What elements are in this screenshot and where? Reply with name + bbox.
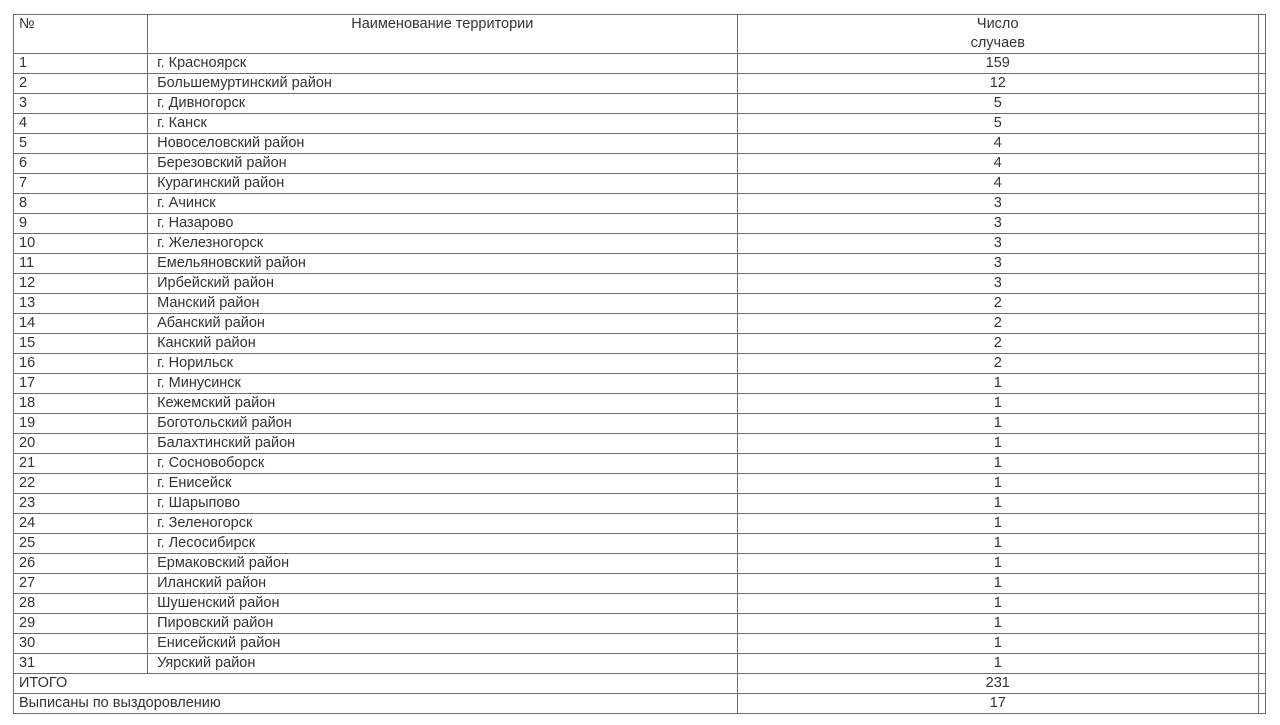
row-territory-name: Емельяновский район bbox=[148, 254, 737, 274]
row-number: 1 bbox=[14, 54, 148, 74]
row-empty-cell bbox=[1258, 394, 1265, 414]
row-territory-name: г. Сосновоборск bbox=[148, 454, 737, 474]
table-row bbox=[14, 154, 1266, 174]
row-empty-cell bbox=[1258, 514, 1265, 534]
row-number: 16 bbox=[14, 354, 148, 374]
row-empty-cell bbox=[1258, 194, 1265, 214]
row-empty-cell bbox=[1258, 54, 1265, 74]
row-number: 30 bbox=[14, 634, 148, 654]
row-territory-name: г. Шарыпово bbox=[148, 494, 737, 514]
row-case-count: 2 bbox=[737, 314, 1258, 334]
row-number: 7 bbox=[14, 174, 148, 194]
row-case-count: 1 bbox=[737, 474, 1258, 494]
table-row bbox=[14, 134, 1266, 154]
row-number: 26 bbox=[14, 554, 148, 574]
row-territory-name: Иланский район bbox=[148, 574, 737, 594]
row-case-count: 5 bbox=[737, 114, 1258, 134]
table-row bbox=[14, 634, 1266, 654]
row-territory-name: г. Канск bbox=[148, 114, 737, 134]
total-row-empty-cell bbox=[1258, 674, 1265, 694]
row-case-count: 3 bbox=[737, 214, 1258, 234]
cases-by-territory-table bbox=[13, 14, 1266, 714]
row-territory-name: Боготольский район bbox=[148, 414, 737, 434]
row-case-count: 1 bbox=[737, 534, 1258, 554]
row-empty-cell bbox=[1258, 214, 1265, 234]
total-row-label: ИТОГО bbox=[14, 674, 738, 694]
row-empty-cell bbox=[1258, 454, 1265, 474]
row-case-count: 1 bbox=[737, 574, 1258, 594]
row-territory-name: г. Минусинск bbox=[148, 374, 737, 394]
total-row-count: 231 bbox=[737, 674, 1258, 694]
row-number: 5 bbox=[14, 134, 148, 154]
row-empty-cell bbox=[1258, 574, 1265, 594]
table-row bbox=[14, 334, 1266, 354]
row-empty-cell bbox=[1258, 314, 1265, 334]
row-case-count: 3 bbox=[737, 194, 1258, 214]
table-row bbox=[14, 554, 1266, 574]
row-number: 21 bbox=[14, 454, 148, 474]
table-row bbox=[14, 454, 1266, 474]
row-number: 25 bbox=[14, 534, 148, 554]
row-territory-name: Уярский район bbox=[148, 654, 737, 674]
row-case-count: 1 bbox=[737, 614, 1258, 634]
row-number: 11 bbox=[14, 254, 148, 274]
row-number: 4 bbox=[14, 114, 148, 134]
table-row bbox=[14, 494, 1266, 514]
row-number: 15 bbox=[14, 334, 148, 354]
row-territory-name: Енисейский район bbox=[148, 634, 737, 654]
row-case-count: 159 bbox=[737, 54, 1258, 74]
table-row bbox=[14, 414, 1266, 434]
row-number: 2 bbox=[14, 74, 148, 94]
row-case-count: 1 bbox=[737, 454, 1258, 474]
row-empty-cell bbox=[1258, 554, 1265, 574]
row-empty-cell bbox=[1258, 374, 1265, 394]
table-row bbox=[14, 234, 1266, 254]
row-case-count: 1 bbox=[737, 414, 1258, 434]
row-case-count: 2 bbox=[737, 334, 1258, 354]
recovered-row-empty-cell bbox=[1258, 694, 1265, 714]
table-row bbox=[14, 574, 1266, 594]
table-row bbox=[14, 254, 1266, 274]
row-territory-name: Новоселовский район bbox=[148, 134, 737, 154]
recovered-row-count: 17 bbox=[737, 694, 1258, 714]
row-case-count: 12 bbox=[737, 74, 1258, 94]
row-empty-cell bbox=[1258, 634, 1265, 654]
row-empty-cell bbox=[1258, 414, 1265, 434]
row-number: 20 bbox=[14, 434, 148, 454]
table-row bbox=[14, 294, 1266, 314]
row-territory-name: г. Дивногорск bbox=[148, 94, 737, 114]
row-territory-name: Ермаковский район bbox=[148, 554, 737, 574]
row-territory-name: Кежемский район bbox=[148, 394, 737, 414]
row-case-count: 1 bbox=[737, 554, 1258, 574]
header-case-count-line2: случаев bbox=[970, 35, 1025, 51]
row-territory-name: Балахтинский район bbox=[148, 434, 737, 454]
row-case-count: 4 bbox=[737, 134, 1258, 154]
row-number: 31 bbox=[14, 654, 148, 674]
row-empty-cell bbox=[1258, 154, 1265, 174]
recovered-row-label: Выписаны по выздоровлению bbox=[14, 694, 738, 714]
row-territory-name: г. Норильск bbox=[148, 354, 737, 374]
row-territory-name: Шушенский район bbox=[148, 594, 737, 614]
table-body bbox=[14, 15, 1266, 714]
table-row bbox=[14, 514, 1266, 534]
row-empty-cell bbox=[1258, 254, 1265, 274]
table-row bbox=[14, 354, 1266, 374]
row-number: 12 bbox=[14, 274, 148, 294]
row-territory-name: г. Зеленогорск bbox=[148, 514, 737, 534]
row-empty-cell bbox=[1258, 94, 1265, 114]
row-territory-name: Большемуртинский район bbox=[148, 74, 737, 94]
row-territory-name: Абанский район bbox=[148, 314, 737, 334]
row-case-count: 5 bbox=[737, 94, 1258, 114]
row-empty-cell bbox=[1258, 174, 1265, 194]
row-territory-name: г. Ачинск bbox=[148, 194, 737, 214]
table-row bbox=[14, 54, 1266, 74]
row-empty-cell bbox=[1258, 74, 1265, 94]
row-case-count: 1 bbox=[737, 394, 1258, 414]
row-territory-name: Манский район bbox=[148, 294, 737, 314]
row-number: 17 bbox=[14, 374, 148, 394]
row-territory-name: Курагинский район bbox=[148, 174, 737, 194]
table-row bbox=[14, 174, 1266, 194]
row-empty-cell bbox=[1258, 534, 1265, 554]
row-territory-name: г. Красноярск bbox=[148, 54, 737, 74]
row-empty-cell bbox=[1258, 434, 1265, 454]
table-row bbox=[14, 374, 1266, 394]
row-case-count: 2 bbox=[737, 294, 1258, 314]
row-case-count: 1 bbox=[737, 374, 1258, 394]
row-territory-name: Березовский район bbox=[148, 154, 737, 174]
row-territory-name: Канский район bbox=[148, 334, 737, 354]
table-row bbox=[14, 434, 1266, 454]
row-case-count: 3 bbox=[737, 254, 1258, 274]
table-row bbox=[14, 474, 1266, 494]
row-case-count: 4 bbox=[737, 154, 1258, 174]
row-territory-name: Ирбейский район bbox=[148, 274, 737, 294]
row-case-count: 2 bbox=[737, 354, 1258, 374]
table-row bbox=[14, 74, 1266, 94]
row-empty-cell bbox=[1258, 294, 1265, 314]
table-row bbox=[14, 214, 1266, 234]
table-row bbox=[14, 314, 1266, 334]
row-case-count: 1 bbox=[737, 514, 1258, 534]
table-row bbox=[14, 654, 1266, 674]
row-empty-cell bbox=[1258, 134, 1265, 154]
row-number: 29 bbox=[14, 614, 148, 634]
row-number: 8 bbox=[14, 194, 148, 214]
row-empty-cell bbox=[1258, 614, 1265, 634]
table-header-row bbox=[14, 15, 1266, 54]
row-territory-name: г. Назарово bbox=[148, 214, 737, 234]
row-number: 22 bbox=[14, 474, 148, 494]
row-case-count: 1 bbox=[737, 434, 1258, 454]
row-number: 19 bbox=[14, 414, 148, 434]
row-empty-cell bbox=[1258, 654, 1265, 674]
table-row bbox=[14, 394, 1266, 414]
row-territory-name: г. Железногорск bbox=[148, 234, 737, 254]
row-case-count: 1 bbox=[737, 654, 1258, 674]
row-empty-cell bbox=[1258, 274, 1265, 294]
row-case-count: 3 bbox=[737, 234, 1258, 254]
header-case-count-line1: Число bbox=[976, 16, 1019, 32]
row-territory-name: г. Лесосибирск bbox=[148, 534, 737, 554]
row-territory-name: г. Енисейск bbox=[148, 474, 737, 494]
row-number: 23 bbox=[14, 494, 148, 514]
row-number: 13 bbox=[14, 294, 148, 314]
table-row bbox=[14, 194, 1266, 214]
row-empty-cell bbox=[1258, 474, 1265, 494]
row-case-count: 4 bbox=[737, 174, 1258, 194]
row-number: 27 bbox=[14, 574, 148, 594]
table-row bbox=[14, 94, 1266, 114]
row-empty-cell bbox=[1258, 334, 1265, 354]
header-case-count bbox=[737, 15, 1258, 54]
table-row bbox=[14, 534, 1266, 554]
row-case-count: 1 bbox=[737, 494, 1258, 514]
row-empty-cell bbox=[1258, 234, 1265, 254]
row-number: 14 bbox=[14, 314, 148, 334]
row-empty-cell bbox=[1258, 494, 1265, 514]
table-row bbox=[14, 274, 1266, 294]
row-number: 18 bbox=[14, 394, 148, 414]
recovered-row bbox=[14, 694, 1266, 714]
row-empty-cell bbox=[1258, 594, 1265, 614]
row-number: 10 bbox=[14, 234, 148, 254]
table-row bbox=[14, 114, 1266, 134]
row-number: 6 bbox=[14, 154, 148, 174]
header-number: № bbox=[14, 15, 148, 54]
row-case-count: 3 bbox=[737, 274, 1258, 294]
table-row bbox=[14, 594, 1266, 614]
row-territory-name: Пировский район bbox=[148, 614, 737, 634]
row-empty-cell bbox=[1258, 354, 1265, 374]
total-row bbox=[14, 674, 1266, 694]
row-number: 28 bbox=[14, 594, 148, 614]
header-empty-cell bbox=[1258, 15, 1265, 54]
row-case-count: 1 bbox=[737, 634, 1258, 654]
row-number: 3 bbox=[14, 94, 148, 114]
cases-table-container bbox=[13, 14, 1266, 714]
row-number: 24 bbox=[14, 514, 148, 534]
row-case-count: 1 bbox=[737, 594, 1258, 614]
header-territory-name: Наименование территории bbox=[148, 15, 737, 54]
row-empty-cell bbox=[1258, 114, 1265, 134]
row-number: 9 bbox=[14, 214, 148, 234]
table-row bbox=[14, 614, 1266, 634]
